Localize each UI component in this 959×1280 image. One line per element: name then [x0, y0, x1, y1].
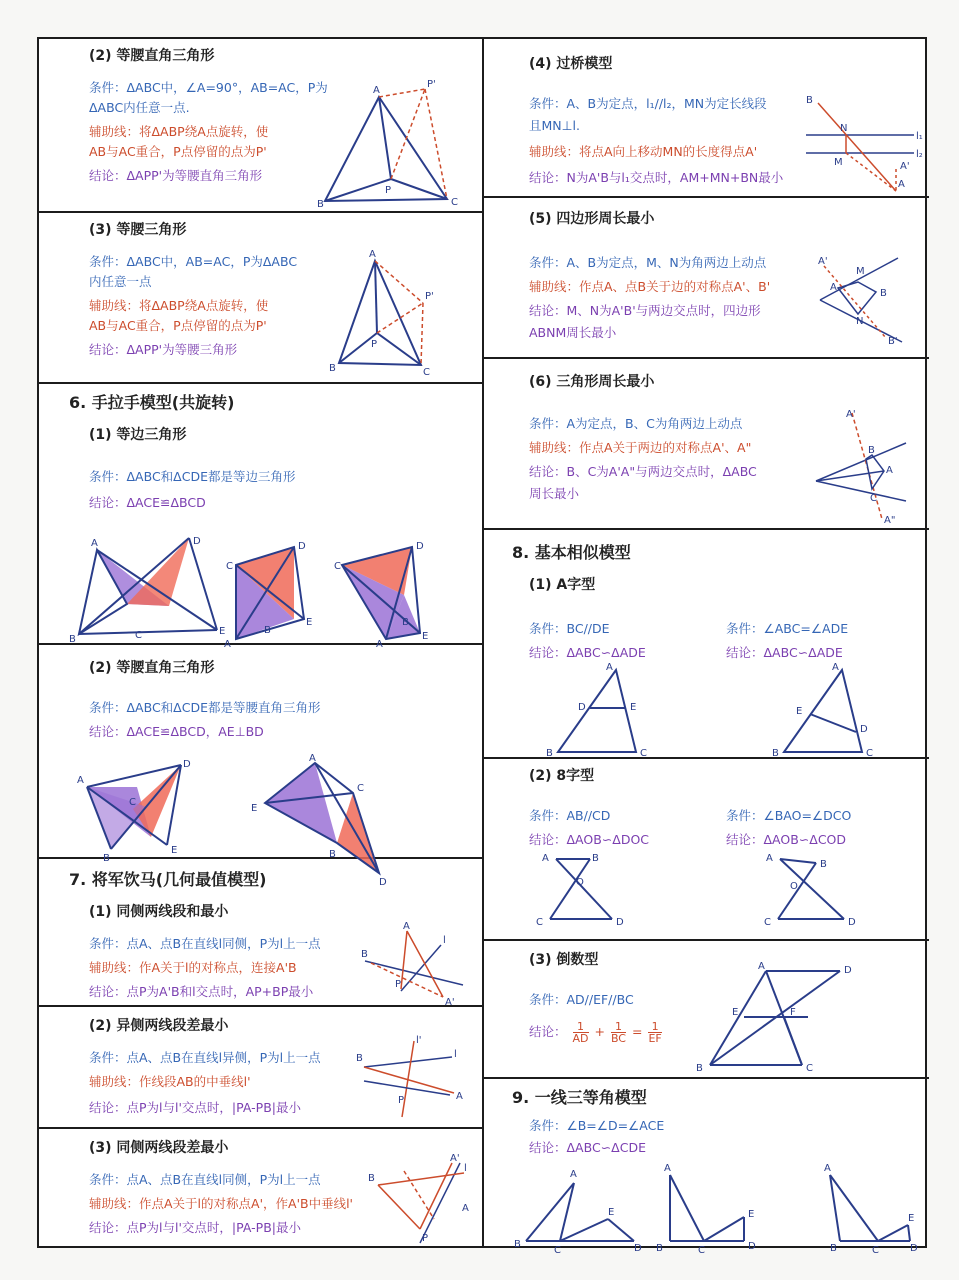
fraction-bc: $\frac{1}{BC}$ [610, 1020, 626, 1045]
point-label: E [251, 803, 258, 814]
point-label: E [306, 617, 313, 628]
point-label: B [592, 853, 599, 864]
condition-text: 条件：ΔABC和ΔCDE都是等边三角形 [89, 469, 296, 484]
point-label: D [578, 702, 586, 713]
section-title: 9. 一线三等角模型 [512, 1088, 647, 1107]
point-label: P' [427, 79, 436, 90]
section-same-side-difference [39, 1129, 482, 1250]
point-label: C [764, 917, 771, 928]
section-similarity-8-shape [484, 759, 929, 939]
point-label: A [570, 1169, 577, 1180]
point-label: C [806, 1063, 813, 1074]
point-label: C [135, 630, 142, 641]
point-label: A [830, 282, 837, 293]
point-label: P [385, 185, 392, 196]
point-label: E [422, 631, 429, 642]
point-label: A [403, 921, 410, 932]
section-title: (2) 8字型 [529, 768, 595, 784]
result-formula [529, 1021, 664, 1044]
condition-text: 条件：A、B为定点，M、N为角两边上动点 [529, 255, 767, 270]
subsection-title: (1) 同侧两线段和最小 [89, 904, 229, 920]
auxiliary-text: 辅助线：将点A向上移动MN的长度得点A' [529, 144, 758, 159]
section-similarity-a-shape [484, 530, 929, 757]
result-text: ABNM周长最小 [529, 325, 617, 340]
point-label: B [868, 445, 875, 456]
point-label: B [317, 199, 324, 210]
condition-text: 条件：点A、点B在直线l同侧，P为l上一点 [89, 936, 321, 951]
point-label: O [576, 877, 584, 888]
result-text: 结论：点P为l与l'交点时，|PA-PB|最小 [89, 1100, 301, 1115]
point-label: D [616, 917, 624, 928]
point-label: C [357, 783, 364, 794]
point-label: B [69, 634, 76, 645]
point-label: A' [818, 256, 828, 267]
point-label: A' [450, 1153, 460, 1164]
point-label: E [732, 1007, 739, 1018]
section-isosceles-rotation [39, 213, 482, 382]
point-label: B [656, 1243, 663, 1254]
point-label: C [423, 367, 430, 378]
section-quadrilateral-perimeter [484, 198, 929, 357]
same-side-sum-diagram [361, 921, 471, 1008]
bridge-diagram [804, 95, 924, 195]
condition-text: 条件：ΔABC和ΔCDE都是等腰直角三角形 [89, 700, 321, 715]
point-label: C [872, 1245, 879, 1256]
point-label: A' [900, 161, 910, 172]
result-text: 结论：ΔAOB∽ΔDOC [529, 832, 650, 847]
condition-text: 条件：∠B=∠D=∠ACE [529, 1118, 665, 1133]
point-label: F [790, 1007, 796, 1018]
point-label: A [376, 639, 383, 650]
point-label: B [880, 288, 887, 299]
triangle-perimeter-diagram [812, 409, 912, 524]
point-label: B [103, 853, 110, 864]
subsection-title: (1) 等边三角形 [89, 427, 187, 443]
point-label: O [790, 881, 798, 892]
point-label: E [908, 1213, 915, 1224]
result-text: 结论：ΔACE≌ΔBCD [89, 495, 206, 510]
point-label: C [334, 561, 341, 572]
condition-text: 条件：A、B为定点，l₁//l₂，MN为定长线段 [529, 96, 767, 111]
point-label: A [542, 853, 549, 864]
point-label: E [171, 845, 178, 856]
isosceles-right-diagram-1 [77, 757, 197, 864]
opposite-side-diagram [354, 1037, 474, 1122]
condition-text: 条件：BC//DE [529, 621, 610, 636]
result-text: 结论：ΔAPP'为等腰直角三角形 [89, 168, 263, 183]
section-title: (2) 等腰直角三角形 [89, 660, 215, 676]
result-text: 结论：ΔABC∽ΔADE [529, 645, 646, 660]
subsection-title: (1) A字型 [529, 577, 596, 593]
condition-text: 条件：点A、点B在直线l异侧，P为l上一点 [89, 1050, 321, 1065]
point-label: N [840, 123, 848, 134]
auxiliary-text: AB与AC重合，P点停留的点为P' [89, 144, 267, 159]
point-label: B [329, 849, 336, 860]
section-bridge-model [484, 39, 929, 196]
auxiliary-text: 辅助线：作点A关于两边的对称点A'、A" [529, 440, 752, 455]
equilateral-diagram-2 [224, 539, 334, 649]
same-side-difference-diagram [364, 1153, 474, 1244]
8-shape-diagram-right [762, 853, 862, 933]
section-title: (2) 异侧两线段差最小 [89, 1018, 229, 1034]
point-label: A [224, 639, 231, 650]
point-label: C [226, 561, 233, 572]
point-label: l₂ [916, 149, 923, 160]
condition-text: 条件：点A、点B在直线l同侧，P为l上一点 [89, 1172, 321, 1187]
section-title: (6) 三角形周长最小 [529, 374, 655, 390]
point-label: A [309, 753, 316, 764]
point-label: D [910, 1243, 918, 1254]
section-reciprocal-model [484, 941, 929, 1077]
point-label: A' [846, 409, 856, 420]
section-opposite-side-difference [39, 1007, 482, 1127]
condition-text: 条件：ΔABC中，∠A=90°，AB=AC，P为 [89, 80, 328, 95]
result-text: 结论：ΔABC∽ΔADE [726, 645, 843, 660]
point-label: C [536, 917, 543, 928]
point-label: D [379, 877, 387, 888]
point-label: l [454, 1049, 457, 1060]
equilateral-diagram-1 [69, 534, 229, 645]
point-label: A [832, 662, 839, 673]
fraction-ad: $\frac{1}{AD}$ [572, 1020, 589, 1045]
fraction-ef: $\frac{1}{EF}$ [648, 1020, 662, 1045]
point-label: B [806, 95, 813, 106]
point-label: A [664, 1163, 671, 1174]
point-label: P [422, 1233, 429, 1244]
point-label: B [772, 748, 779, 759]
point-label: A" [884, 515, 896, 526]
rotation-diagram [317, 79, 467, 209]
auxiliary-text: 辅助线：作线段AB的中垂线l' [89, 1074, 251, 1089]
condition-text: 条件：∠ABC=∠ADE [726, 621, 849, 636]
8-shape-diagram-left [536, 853, 636, 933]
result-text: 结论：点P为A'B和l交点时，AP+BP最小 [89, 984, 314, 999]
result-text: 结论：M、N为A'B'与两边交点时，四边形 [529, 303, 761, 318]
result-text: 结论：ΔACE≌ΔBCD，AE⊥BD [89, 724, 264, 739]
section-title: 8. 基本相似模型 [512, 543, 631, 562]
result-text: 结论：ΔAPP'为等腰三角形 [89, 342, 238, 357]
result-text: 结论：点P为l与l'交点时，|PA-PB|最小 [89, 1220, 301, 1235]
point-label: A [373, 85, 380, 96]
point-label: P' [425, 291, 434, 302]
point-label: C [698, 1245, 705, 1256]
point-label: M [856, 266, 865, 277]
result-text: 结论：ΔAOB∽ΔCOD [726, 832, 847, 847]
point-label: B [329, 363, 336, 374]
point-label: A [758, 961, 765, 972]
result-text: 结论：B、C为A'A"与两边交点时，ΔABC [529, 464, 757, 479]
auxiliary-text: 辅助线：将ΔABP绕A点旋转，使 [89, 124, 269, 139]
result-text: 结论：ΔABC∽ΔCDE [529, 1140, 646, 1155]
auxiliary-text: 辅助线：作点A关于l的对称点A'，作A'B中垂线l' [89, 1196, 353, 1211]
quadrilateral-diagram [814, 248, 914, 348]
condition-text: 条件：AD//EF//BC [529, 992, 634, 1007]
point-label: A' [445, 997, 455, 1008]
section-hand-in-hand-equilateral [39, 384, 482, 650]
point-label: C [554, 1245, 561, 1256]
point-label: D [298, 541, 306, 552]
point-label: l [464, 1163, 467, 1174]
section-title: (3) 同侧两线段差最小 [89, 1140, 229, 1156]
point-label: B [830, 1243, 837, 1254]
point-label: P [371, 339, 378, 350]
point-label: C [640, 748, 647, 759]
section-isosceles-right-rotation [39, 39, 482, 211]
point-label: B [696, 1063, 703, 1074]
result-label: 结论： [529, 1024, 567, 1039]
point-label: l' [416, 1035, 422, 1046]
point-label: A [824, 1163, 831, 1174]
point-label: D [844, 965, 852, 976]
point-label: A [77, 775, 84, 786]
result-text: 周长最小 [529, 486, 580, 501]
condition-text: 内任意一点 [89, 274, 152, 289]
point-label: D [416, 541, 424, 552]
point-label: l [443, 935, 446, 946]
point-label: A [606, 662, 613, 673]
point-label: D [183, 759, 191, 770]
point-label: B [368, 1173, 375, 1184]
three-angles-diagram-3 [794, 1159, 924, 1254]
point-label: B' [888, 336, 898, 347]
point-label: B [264, 625, 271, 636]
section-title: 7. 将军饮马(几何最值模型) [69, 870, 267, 889]
point-label: B [361, 949, 368, 960]
section-title: (3) 等腰三角形 [89, 222, 187, 238]
section-title: (2) 等腰直角三角形 [89, 48, 215, 64]
condition-text: 条件：∠BAO=∠DCO [726, 808, 852, 823]
point-label: P [398, 1095, 405, 1106]
condition-text: ΔABC内任意一点. [89, 100, 190, 115]
point-label: C [129, 797, 136, 808]
formula-sheet [37, 37, 927, 1256]
point-label: E [748, 1209, 755, 1220]
condition-text: 且MN⊥l. [529, 118, 580, 133]
point-label: E [630, 702, 637, 713]
auxiliary-text: 辅助线：将ΔABP绕A点旋转，使 [89, 298, 269, 313]
point-label: D [748, 1241, 756, 1252]
auxiliary-text: 辅助线：作点A、点B关于边的对称点A'、B' [529, 279, 771, 294]
condition-text: 条件：A为定点，B、C为角两边上动点 [529, 416, 743, 431]
point-label: C [870, 493, 877, 504]
condition-text: 条件：AB//CD [529, 808, 611, 823]
point-label: A [766, 853, 773, 864]
a-shape-diagram-right [770, 662, 880, 759]
plus-sign: + [594, 1024, 605, 1039]
point-label: E [796, 706, 803, 717]
point-label: B [546, 748, 553, 759]
a-shape-diagram-left [544, 662, 654, 759]
point-label: l₁ [916, 131, 923, 142]
three-angles-diagram-2 [654, 1159, 784, 1254]
equals-sign: = [631, 1024, 643, 1039]
rotation-diagram [329, 243, 449, 378]
point-label: B [514, 1239, 521, 1250]
section-general-horse-same-side-sum [39, 859, 482, 1008]
three-angles-diagram-1 [514, 1159, 644, 1254]
result-text: 结论：N为A'B与l₁交点时，AM+MN+BN最小 [529, 170, 784, 185]
auxiliary-text: AB与AC重合，P点停留的点为P' [89, 318, 267, 333]
section-title: 6. 手拉手模型(共旋转) [69, 393, 235, 412]
section-title: (3) 倒数型 [529, 952, 599, 968]
point-label: N [856, 316, 864, 327]
point-label: A [898, 179, 905, 190]
section-title: (5) 四边形周长最小 [529, 211, 655, 227]
point-label: A [462, 1203, 469, 1214]
condition-text: 条件：ΔABC中，AB=AC，P为ΔABC [89, 254, 298, 269]
point-label: P [395, 979, 402, 990]
point-label: B [356, 1053, 363, 1064]
auxiliary-text: 辅助线：作A关于l的对称点，连接A'B [89, 960, 297, 975]
point-label: B [402, 617, 409, 628]
point-label: B [820, 859, 827, 870]
point-label: D [848, 917, 856, 928]
point-label: A [886, 465, 893, 476]
section-title: (4) 过桥模型 [529, 56, 613, 72]
equilateral-diagram-3 [334, 539, 444, 649]
point-label: D [634, 1243, 642, 1254]
point-label: C [451, 197, 458, 208]
point-label: D [193, 536, 201, 547]
point-label: M [834, 157, 843, 168]
point-label: E [608, 1207, 615, 1218]
point-label: A [91, 538, 98, 549]
reciprocal-diagram [694, 963, 874, 1073]
section-triangle-perimeter [484, 359, 929, 528]
point-label: C [866, 748, 873, 759]
point-label: A [456, 1091, 463, 1102]
point-label: A [369, 249, 376, 260]
point-label: E [219, 626, 226, 637]
section-one-line-three-angles [484, 1079, 929, 1256]
point-label: D [860, 724, 868, 735]
